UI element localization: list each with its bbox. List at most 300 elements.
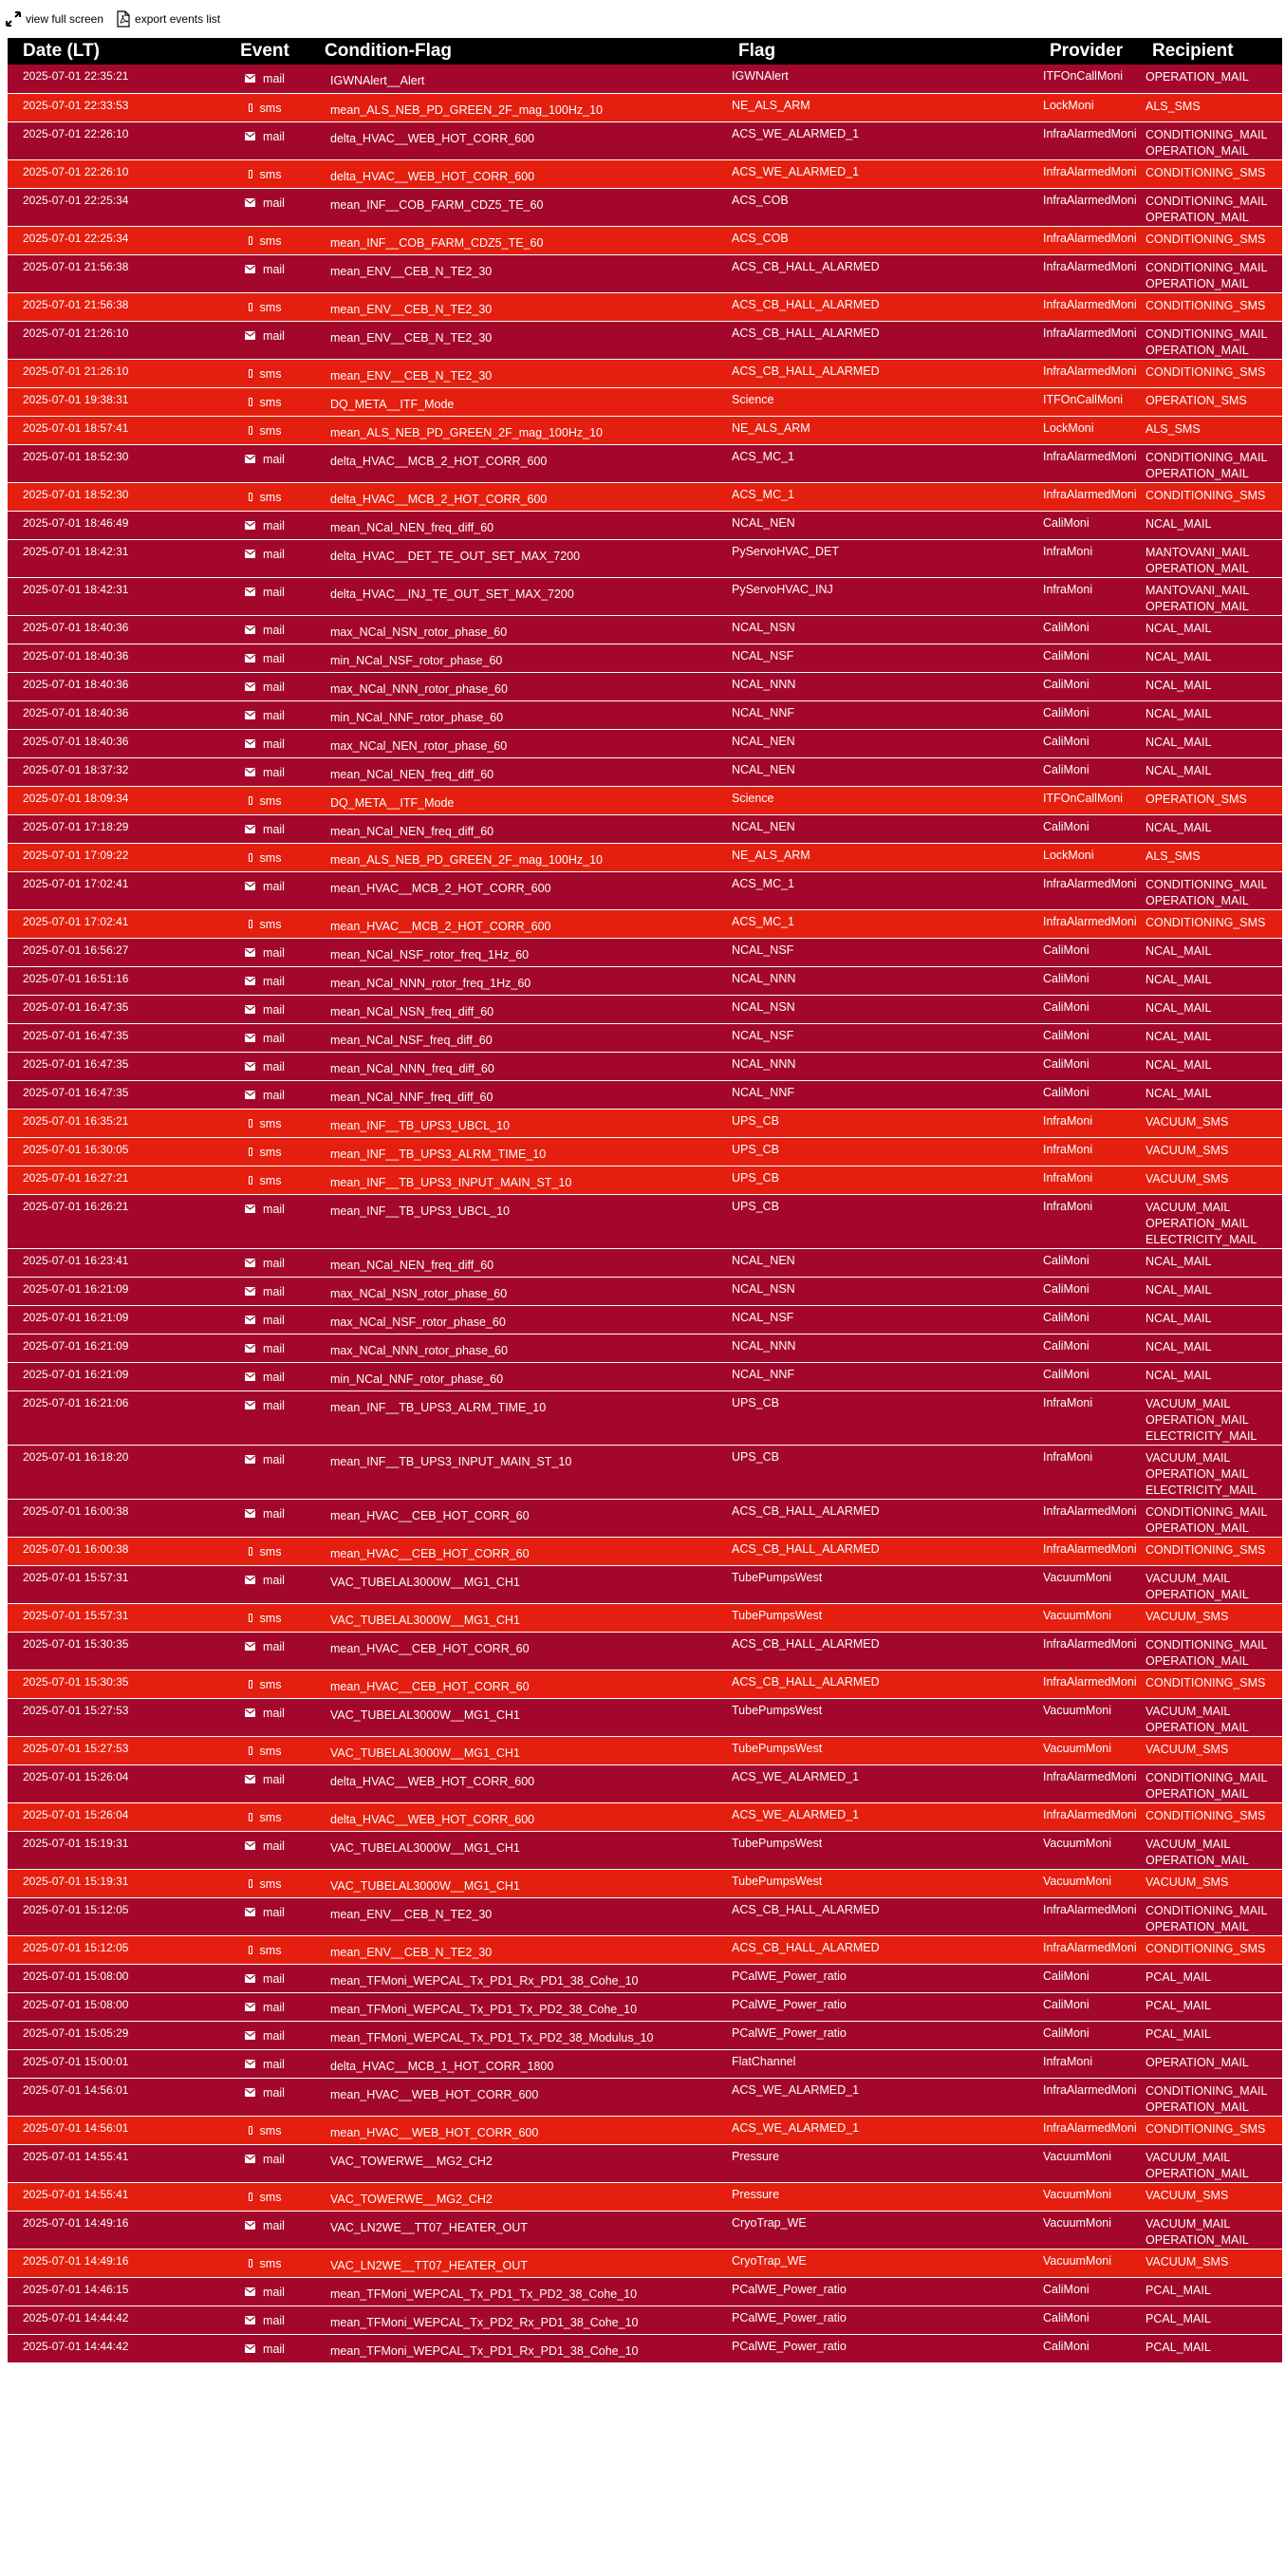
event-type <box>245 548 285 561</box>
cell-flag: ACS_WE_ALARMED_1 <box>731 1764 1042 1802</box>
table-row[interactable] <box>8 511 1282 539</box>
column-header-recipient[interactable]: Recipient <box>1145 38 1282 65</box>
cell-event <box>213 672 317 700</box>
table-row[interactable] <box>8 577 1282 615</box>
table-row[interactable] <box>8 2021 1282 2049</box>
table-row[interactable] <box>8 416 1282 444</box>
cell-date: 2025-07-01 15:19:31 <box>8 1869 213 1897</box>
event-type <box>245 823 285 836</box>
table-row[interactable] <box>8 1698 1282 1736</box>
table-row[interactable] <box>8 786 1282 814</box>
cell-recipient <box>1145 729 1282 757</box>
envelope-icon <box>245 1003 255 1017</box>
table-row[interactable] <box>8 292 1282 321</box>
recipient-item: VACUUM_SMS <box>1145 1609 1229 1623</box>
cell-flag: PyServoHVAC_DET <box>731 539 1042 577</box>
cell-flag: UPS_CB <box>731 1391 1042 1445</box>
cell-recipient <box>1145 1869 1282 1897</box>
event-label: mail <box>263 1370 285 1384</box>
cell-date: 2025-07-01 21:56:38 <box>8 254 213 292</box>
cell-flag: ACS_WE_ALARMED_1 <box>731 1802 1042 1831</box>
table-row[interactable] <box>8 1194 1282 1248</box>
event-label: mail <box>263 974 285 988</box>
event-type <box>245 1089 285 1102</box>
cell-recipient <box>1145 1137 1282 1166</box>
table-row[interactable] <box>8 1362 1282 1391</box>
table-row[interactable] <box>8 757 1282 786</box>
event-type <box>245 1342 285 1355</box>
cell-flag: UPS_CB <box>731 1194 1042 1248</box>
recipient-item: CONDITIONING_MAIL <box>1145 1770 1268 1784</box>
table-row[interactable] <box>8 1080 1282 1109</box>
cell-condition: mean_NCal_NNN_freq_diff_60 <box>317 1052 731 1080</box>
cell-event <box>213 1499 317 1537</box>
table-row[interactable] <box>8 2305 1282 2334</box>
event-type <box>245 880 285 893</box>
table-row[interactable] <box>8 1248 1282 1277</box>
cell-condition: DQ_META__ITF_Mode <box>317 786 731 814</box>
cell-event <box>213 871 317 909</box>
recipient-item: CONDITIONING_MAIL <box>1145 127 1268 141</box>
table-row[interactable] <box>8 672 1282 700</box>
cell-condition: mean_NCal_NSN_freq_diff_60 <box>317 995 731 1023</box>
cell-condition: mean_INF__TB_UPS3_INPUT_MAIN_ST_10 <box>317 1445 731 1499</box>
event-label: mail <box>263 1706 285 1720</box>
event-type <box>249 1174 282 1187</box>
column-header-flag[interactable]: Flag <box>731 38 1042 65</box>
cell-flag: UPS_CB <box>731 1137 1042 1166</box>
cell-provider: InfraMoni <box>1042 1194 1145 1248</box>
recipient-item: CONDITIONING_SMS <box>1145 232 1266 246</box>
table-row[interactable] <box>8 2049 1282 2078</box>
cell-provider: CaliMoni <box>1042 511 1145 539</box>
cell-provider: InfraMoni <box>1042 1166 1145 1194</box>
cell-condition: VAC_TUBELAL3000W__MG1_CH1 <box>317 1603 731 1632</box>
cell-flag: NCAL_NEN <box>731 511 1042 539</box>
recipient-item: ELECTRICITY_MAIL <box>1145 1232 1257 1246</box>
table-row[interactable] <box>8 159 1282 188</box>
envelope-icon <box>245 2219 255 2232</box>
cell-condition: min_NCal_NNF_rotor_phase_60 <box>317 700 731 729</box>
event-type <box>249 491 282 504</box>
cell-provider: CaliMoni <box>1042 1334 1145 1362</box>
cell-provider: ITFOnCallMoni <box>1042 786 1145 814</box>
cell-recipient <box>1145 1109 1282 1137</box>
cell-provider: CaliMoni <box>1042 1023 1145 1052</box>
table-row[interactable] <box>8 2078 1282 2116</box>
recipient-item: CONDITIONING_SMS <box>1145 1808 1266 1822</box>
cell-condition: VAC_TUBELAL3000W__MG1_CH1 <box>317 1869 731 1897</box>
cell-date: 2025-07-01 22:25:34 <box>8 188 213 226</box>
table-row[interactable] <box>8 254 1282 292</box>
table-row[interactable] <box>8 2182 1282 2211</box>
cell-event <box>213 966 317 995</box>
cell-provider: CaliMoni <box>1042 615 1145 644</box>
event-type <box>249 2124 282 2137</box>
cell-recipient <box>1145 1603 1282 1632</box>
cell-flag: NCAL_NEN <box>731 729 1042 757</box>
envelope-icon <box>245 2286 255 2299</box>
cell-flag: ACS_CB_HALL_ALARMED <box>731 1499 1042 1537</box>
table-row[interactable] <box>8 1537 1282 1565</box>
event-label: mail <box>263 2028 285 2043</box>
event-type <box>245 1839 285 1853</box>
cell-provider: ITFOnCallMoni <box>1042 65 1145 93</box>
cell-provider: CaliMoni <box>1042 672 1145 700</box>
cell-event <box>213 2334 317 2362</box>
cell-event <box>213 2144 317 2182</box>
event-label: mail <box>263 547 285 561</box>
event-label: sms <box>259 2256 282 2270</box>
cell-recipient <box>1145 1499 1282 1537</box>
cell-recipient <box>1145 188 1282 226</box>
cell-provider: InfraAlarmedMoni <box>1042 444 1145 482</box>
envelope-icon <box>245 766 255 779</box>
event-label: mail <box>263 1002 285 1017</box>
table-row[interactable] <box>8 1277 1282 1305</box>
cell-provider: InfraAlarmedMoni <box>1042 1499 1145 1537</box>
table-row[interactable] <box>8 1632 1282 1670</box>
recipient-item: OPERATION_MAIL <box>1145 2232 1249 2247</box>
cell-condition: delta_HVAC__MCB_1_HOT_CORR_1800 <box>317 2049 731 2078</box>
table-row[interactable] <box>8 1305 1282 1334</box>
export-events-link[interactable] <box>117 10 220 28</box>
cell-provider: CaliMoni <box>1042 644 1145 672</box>
cell-event <box>213 2078 317 2116</box>
table-row[interactable] <box>8 1764 1282 1802</box>
recipient-item: NCAL_MAIL <box>1145 1086 1212 1100</box>
cell-provider: VacuumMoni <box>1042 2182 1145 2211</box>
table-row[interactable] <box>8 1831 1282 1869</box>
cell-provider: CaliMoni <box>1042 2305 1145 2334</box>
cell-event <box>213 2049 317 2078</box>
table-row[interactable] <box>8 1334 1282 1362</box>
table-row[interactable] <box>8 1869 1282 1897</box>
table-row[interactable] <box>8 1736 1282 1764</box>
table-row[interactable] <box>8 1137 1282 1166</box>
cell-date: 2025-07-01 14:46:15 <box>8 2277 213 2305</box>
recipient-item: CONDITIONING_SMS <box>1145 488 1266 502</box>
recipient-item: CONDITIONING_SMS <box>1145 1941 1266 1955</box>
column-header-provider[interactable]: Provider <box>1042 38 1145 65</box>
column-header-event[interactable]: Event <box>213 38 317 65</box>
column-header-condition[interactable]: Condition-Flag <box>317 38 731 65</box>
cell-condition: mean_ALS_NEB_PD_GREEN_2F_mag_100Hz_10 <box>317 93 731 121</box>
cell-flag: NCAL_NNF <box>731 700 1042 729</box>
events-table-container <box>8 38 1282 2363</box>
event-type <box>245 1314 285 1327</box>
envelope-icon <box>245 1707 255 1720</box>
cell-flag: UPS_CB <box>731 1445 1042 1499</box>
cell-condition: mean_NCal_NEN_freq_diff_60 <box>317 757 731 786</box>
table-row[interactable] <box>8 188 1282 226</box>
cell-event <box>213 700 317 729</box>
table-row[interactable] <box>8 1935 1282 1964</box>
envelope-icon <box>245 1314 255 1327</box>
cell-event <box>213 1248 317 1277</box>
cell-provider: InfraMoni <box>1042 1109 1145 1137</box>
cell-event <box>213 93 317 121</box>
table-row[interactable] <box>8 1964 1282 1992</box>
cell-recipient <box>1145 1023 1282 1052</box>
table-row[interactable] <box>8 1023 1282 1052</box>
cell-provider: InfraAlarmedMoni <box>1042 321 1145 359</box>
table-row[interactable] <box>8 1109 1282 1137</box>
event-type <box>245 1003 285 1017</box>
cell-date: 2025-07-01 22:33:53 <box>8 93 213 121</box>
event-label: mail <box>263 1905 285 1919</box>
recipient-item: MANTOVANI_MAIL <box>1145 545 1250 559</box>
cell-condition: mean_ENV__CEB_N_TE2_30 <box>317 321 731 359</box>
cell-flag: ACS_CB_HALL_ALARMED <box>731 1935 1042 1964</box>
cell-date: 2025-07-01 17:02:41 <box>8 871 213 909</box>
table-row[interactable] <box>8 615 1282 644</box>
recipient-item: NCAL_MAIL <box>1145 1282 1212 1297</box>
table-row[interactable] <box>8 65 1282 93</box>
cell-date: 2025-07-01 16:30:05 <box>8 1137 213 1166</box>
recipient-item: NCAL_MAIL <box>1145 1254 1212 1268</box>
cell-recipient <box>1145 1305 1282 1334</box>
envelope-icon <box>245 1032 255 1045</box>
table-row[interactable] <box>8 1603 1282 1632</box>
table-row[interactable] <box>8 871 1282 909</box>
cell-event <box>213 159 317 188</box>
cell-date: 2025-07-01 16:00:38 <box>8 1537 213 1565</box>
cell-condition: max_NCal_NNN_rotor_phase_60 <box>317 1334 731 1362</box>
table-row[interactable] <box>8 1992 1282 2021</box>
cell-recipient <box>1145 615 1282 644</box>
cell-condition: delta_HVAC__WEB_HOT_CORR_600 <box>317 1802 731 1831</box>
recipient-item: VACUUM_SMS <box>1145 1875 1229 1889</box>
cell-condition: IGWNAlert__Alert <box>317 65 731 93</box>
table-row[interactable] <box>8 966 1282 995</box>
recipient-item: ELECTRICITY_MAIL <box>1145 1428 1257 1443</box>
table-row[interactable] <box>8 1897 1282 1935</box>
event-label: sms <box>259 1943 282 1957</box>
cell-recipient <box>1145 1537 1282 1565</box>
event-type <box>245 1906 285 1919</box>
event-type <box>245 1060 285 1073</box>
recipient-item: PCAL_MAIL <box>1145 2026 1211 2041</box>
envelope-icon <box>245 681 255 694</box>
event-type <box>249 301 282 314</box>
table-row[interactable] <box>8 2277 1282 2305</box>
event-label: mail <box>263 1398 285 1412</box>
cell-flag: NE_ALS_ARM <box>731 843 1042 871</box>
cell-event <box>213 1670 317 1698</box>
recipient-item: NCAL_MAIL <box>1145 820 1212 834</box>
cell-condition: VAC_LN2WE__TT07_HEATER_OUT <box>317 2249 731 2277</box>
envelope-icon <box>245 1060 255 1073</box>
cell-condition: mean_HVAC__CEB_HOT_CORR_60 <box>317 1499 731 1537</box>
mobile-phone-icon <box>249 426 252 435</box>
cell-provider: InfraAlarmedMoni <box>1042 292 1145 321</box>
cell-condition: mean_HVAC__MCB_2_HOT_CORR_600 <box>317 871 731 909</box>
mobile-phone-icon <box>249 2126 252 2135</box>
cell-condition: mean_HVAC__MCB_2_HOT_CORR_600 <box>317 909 731 938</box>
cell-event <box>213 1537 317 1565</box>
cell-provider: CaliMoni <box>1042 938 1145 966</box>
envelope-icon <box>245 823 255 836</box>
cell-flag: Science <box>731 387 1042 416</box>
recipient-item: ELECTRICITY_MAIL <box>1145 1483 1257 1497</box>
cell-event <box>213 1869 317 1897</box>
cell-date: 2025-07-01 18:40:36 <box>8 729 213 757</box>
mobile-phone-icon <box>249 1614 252 1622</box>
cell-condition: mean_NCal_NSF_rotor_freq_1Hz_60 <box>317 938 731 966</box>
recipient-item: CONDITIONING_MAIL <box>1145 1903 1268 1917</box>
recipient-item: CONDITIONING_MAIL <box>1145 1637 1268 1652</box>
cell-date: 2025-07-01 15:08:00 <box>8 1992 213 2021</box>
cell-condition: mean_HVAC__WEB_HOT_CORR_600 <box>317 2116 731 2144</box>
cell-recipient <box>1145 482 1282 511</box>
cell-date: 2025-07-01 18:46:49 <box>8 511 213 539</box>
event-label: mail <box>263 2152 285 2166</box>
table-row[interactable] <box>8 1802 1282 1831</box>
mobile-phone-icon <box>249 1746 252 1755</box>
table-row[interactable] <box>8 359 1282 387</box>
table-row[interactable] <box>8 2249 1282 2277</box>
event-label: mail <box>263 1639 285 1653</box>
mobile-phone-icon <box>249 2259 252 2268</box>
table-row[interactable] <box>8 121 1282 159</box>
table-row[interactable] <box>8 2334 1282 2362</box>
table-row[interactable] <box>8 1445 1282 1499</box>
table-row[interactable] <box>8 700 1282 729</box>
cell-event <box>213 1764 317 1802</box>
event-label: mail <box>263 1059 285 1073</box>
cell-date: 2025-07-01 15:57:31 <box>8 1565 213 1603</box>
cell-condition: mean_ALS_NEB_PD_GREEN_2F_mag_100Hz_10 <box>317 416 731 444</box>
cell-event <box>213 1305 317 1334</box>
event-label: mail <box>263 2313 285 2327</box>
table-row[interactable] <box>8 2211 1282 2249</box>
recipient-item: VACUUM_MAIL <box>1145 1704 1231 1718</box>
envelope-icon <box>245 1089 255 1102</box>
cell-date: 2025-07-01 22:25:34 <box>8 226 213 254</box>
cell-date: 2025-07-01 18:42:31 <box>8 539 213 577</box>
cell-event <box>213 188 317 226</box>
cell-date: 2025-07-01 14:55:41 <box>8 2182 213 2211</box>
table-row[interactable] <box>8 1565 1282 1603</box>
table-row[interactable] <box>8 2116 1282 2144</box>
cell-recipient <box>1145 938 1282 966</box>
table-row[interactable] <box>8 909 1282 938</box>
cell-event <box>213 729 317 757</box>
event-type <box>249 1678 282 1691</box>
table-header <box>8 38 1282 65</box>
cell-condition: mean_TFMoni_WEPCAL_Tx_PD1_Tx_PD2_38_Modulus_10 <box>317 2021 731 2049</box>
recipient-item: OPERATION_MAIL <box>1145 1521 1249 1535</box>
cell-event <box>213 1632 317 1670</box>
table-row[interactable] <box>8 729 1282 757</box>
table-row[interactable] <box>8 387 1282 416</box>
cell-event <box>213 995 317 1023</box>
cell-recipient <box>1145 871 1282 909</box>
event-type <box>249 1877 282 1891</box>
table-row[interactable] <box>8 539 1282 577</box>
event-label: mail <box>263 1313 285 1327</box>
cell-date: 2025-07-01 14:44:42 <box>8 2334 213 2362</box>
cell-flag: PCalWE_Power_ratio <box>731 1992 1042 2021</box>
view-full-screen-link[interactable] <box>6 11 103 27</box>
cell-date: 2025-07-01 16:21:09 <box>8 1362 213 1391</box>
event-label: mail <box>263 328 285 343</box>
recipient-item: OPERATION_MAIL <box>1145 2055 1249 2069</box>
cell-condition: max_NCal_NSF_rotor_phase_60 <box>317 1305 731 1334</box>
table-row[interactable] <box>8 93 1282 121</box>
cell-date: 2025-07-01 15:30:35 <box>8 1632 213 1670</box>
table-row[interactable] <box>8 482 1282 511</box>
cell-date: 2025-07-01 16:23:41 <box>8 1248 213 1277</box>
table-row[interactable] <box>8 1499 1282 1537</box>
table-row[interactable] <box>8 1052 1282 1080</box>
event-label: sms <box>259 395 282 409</box>
event-label: sms <box>259 1744 282 1758</box>
table-row[interactable] <box>8 1391 1282 1445</box>
cell-flag: ACS_MC_1 <box>731 482 1042 511</box>
event-type <box>249 918 282 931</box>
cell-date: 2025-07-01 22:26:10 <box>8 121 213 159</box>
envelope-icon <box>245 2058 255 2071</box>
cell-flag: TubePumpsWest <box>731 1698 1042 1736</box>
cell-date: 2025-07-01 15:12:05 <box>8 1935 213 1964</box>
column-header-date[interactable]: Date (LT) <box>8 38 213 65</box>
cell-recipient <box>1145 909 1282 938</box>
table-row[interactable] <box>8 1166 1282 1194</box>
table-row[interactable] <box>8 814 1282 843</box>
cell-recipient <box>1145 2078 1282 2116</box>
cell-event <box>213 814 317 843</box>
cell-flag: UPS_CB <box>731 1109 1042 1137</box>
table-row[interactable] <box>8 226 1282 254</box>
cell-date: 2025-07-01 15:19:31 <box>8 1831 213 1869</box>
cell-event <box>213 2249 317 2277</box>
cell-event <box>213 1109 317 1137</box>
cell-flag: ACS_CB_HALL_ALARMED <box>731 1897 1042 1935</box>
mobile-phone-icon <box>249 398 252 406</box>
cell-condition: mean_ENV__CEB_N_TE2_30 <box>317 359 731 387</box>
recipient-item: PCAL_MAIL <box>1145 2283 1211 2297</box>
event-label: mail <box>263 1839 285 1853</box>
table-row[interactable] <box>8 995 1282 1023</box>
recipient-item: NCAL_MAIL <box>1145 972 1212 986</box>
cell-flag: Science <box>731 786 1042 814</box>
table-row[interactable] <box>8 843 1282 871</box>
event-label: mail <box>263 708 285 722</box>
table-row[interactable] <box>8 321 1282 359</box>
cell-flag: NCAL_NNF <box>731 1080 1042 1109</box>
cell-provider: VacuumMoni <box>1042 1698 1145 1736</box>
table-row[interactable] <box>8 644 1282 672</box>
envelope-icon <box>245 2343 255 2356</box>
cell-condition: max_NCal_NEN_rotor_phase_60 <box>317 729 731 757</box>
event-label: mail <box>263 2218 285 2232</box>
cell-date: 2025-07-01 16:21:09 <box>8 1277 213 1305</box>
cell-flag: NCAL_NSF <box>731 1305 1042 1334</box>
cell-event <box>213 1831 317 1869</box>
recipient-item: PCAL_MAIL <box>1145 2311 1211 2325</box>
event-type <box>245 1032 285 1045</box>
table-row[interactable] <box>8 1670 1282 1698</box>
cell-date: 2025-07-01 19:38:31 <box>8 387 213 416</box>
table-row[interactable] <box>8 2144 1282 2182</box>
cell-flag: NE_ALS_ARM <box>731 93 1042 121</box>
table-row[interactable] <box>8 444 1282 482</box>
cell-recipient <box>1145 121 1282 159</box>
cell-condition: mean_INF__TB_UPS3_INPUT_MAIN_ST_10 <box>317 1166 731 1194</box>
table-row[interactable] <box>8 938 1282 966</box>
